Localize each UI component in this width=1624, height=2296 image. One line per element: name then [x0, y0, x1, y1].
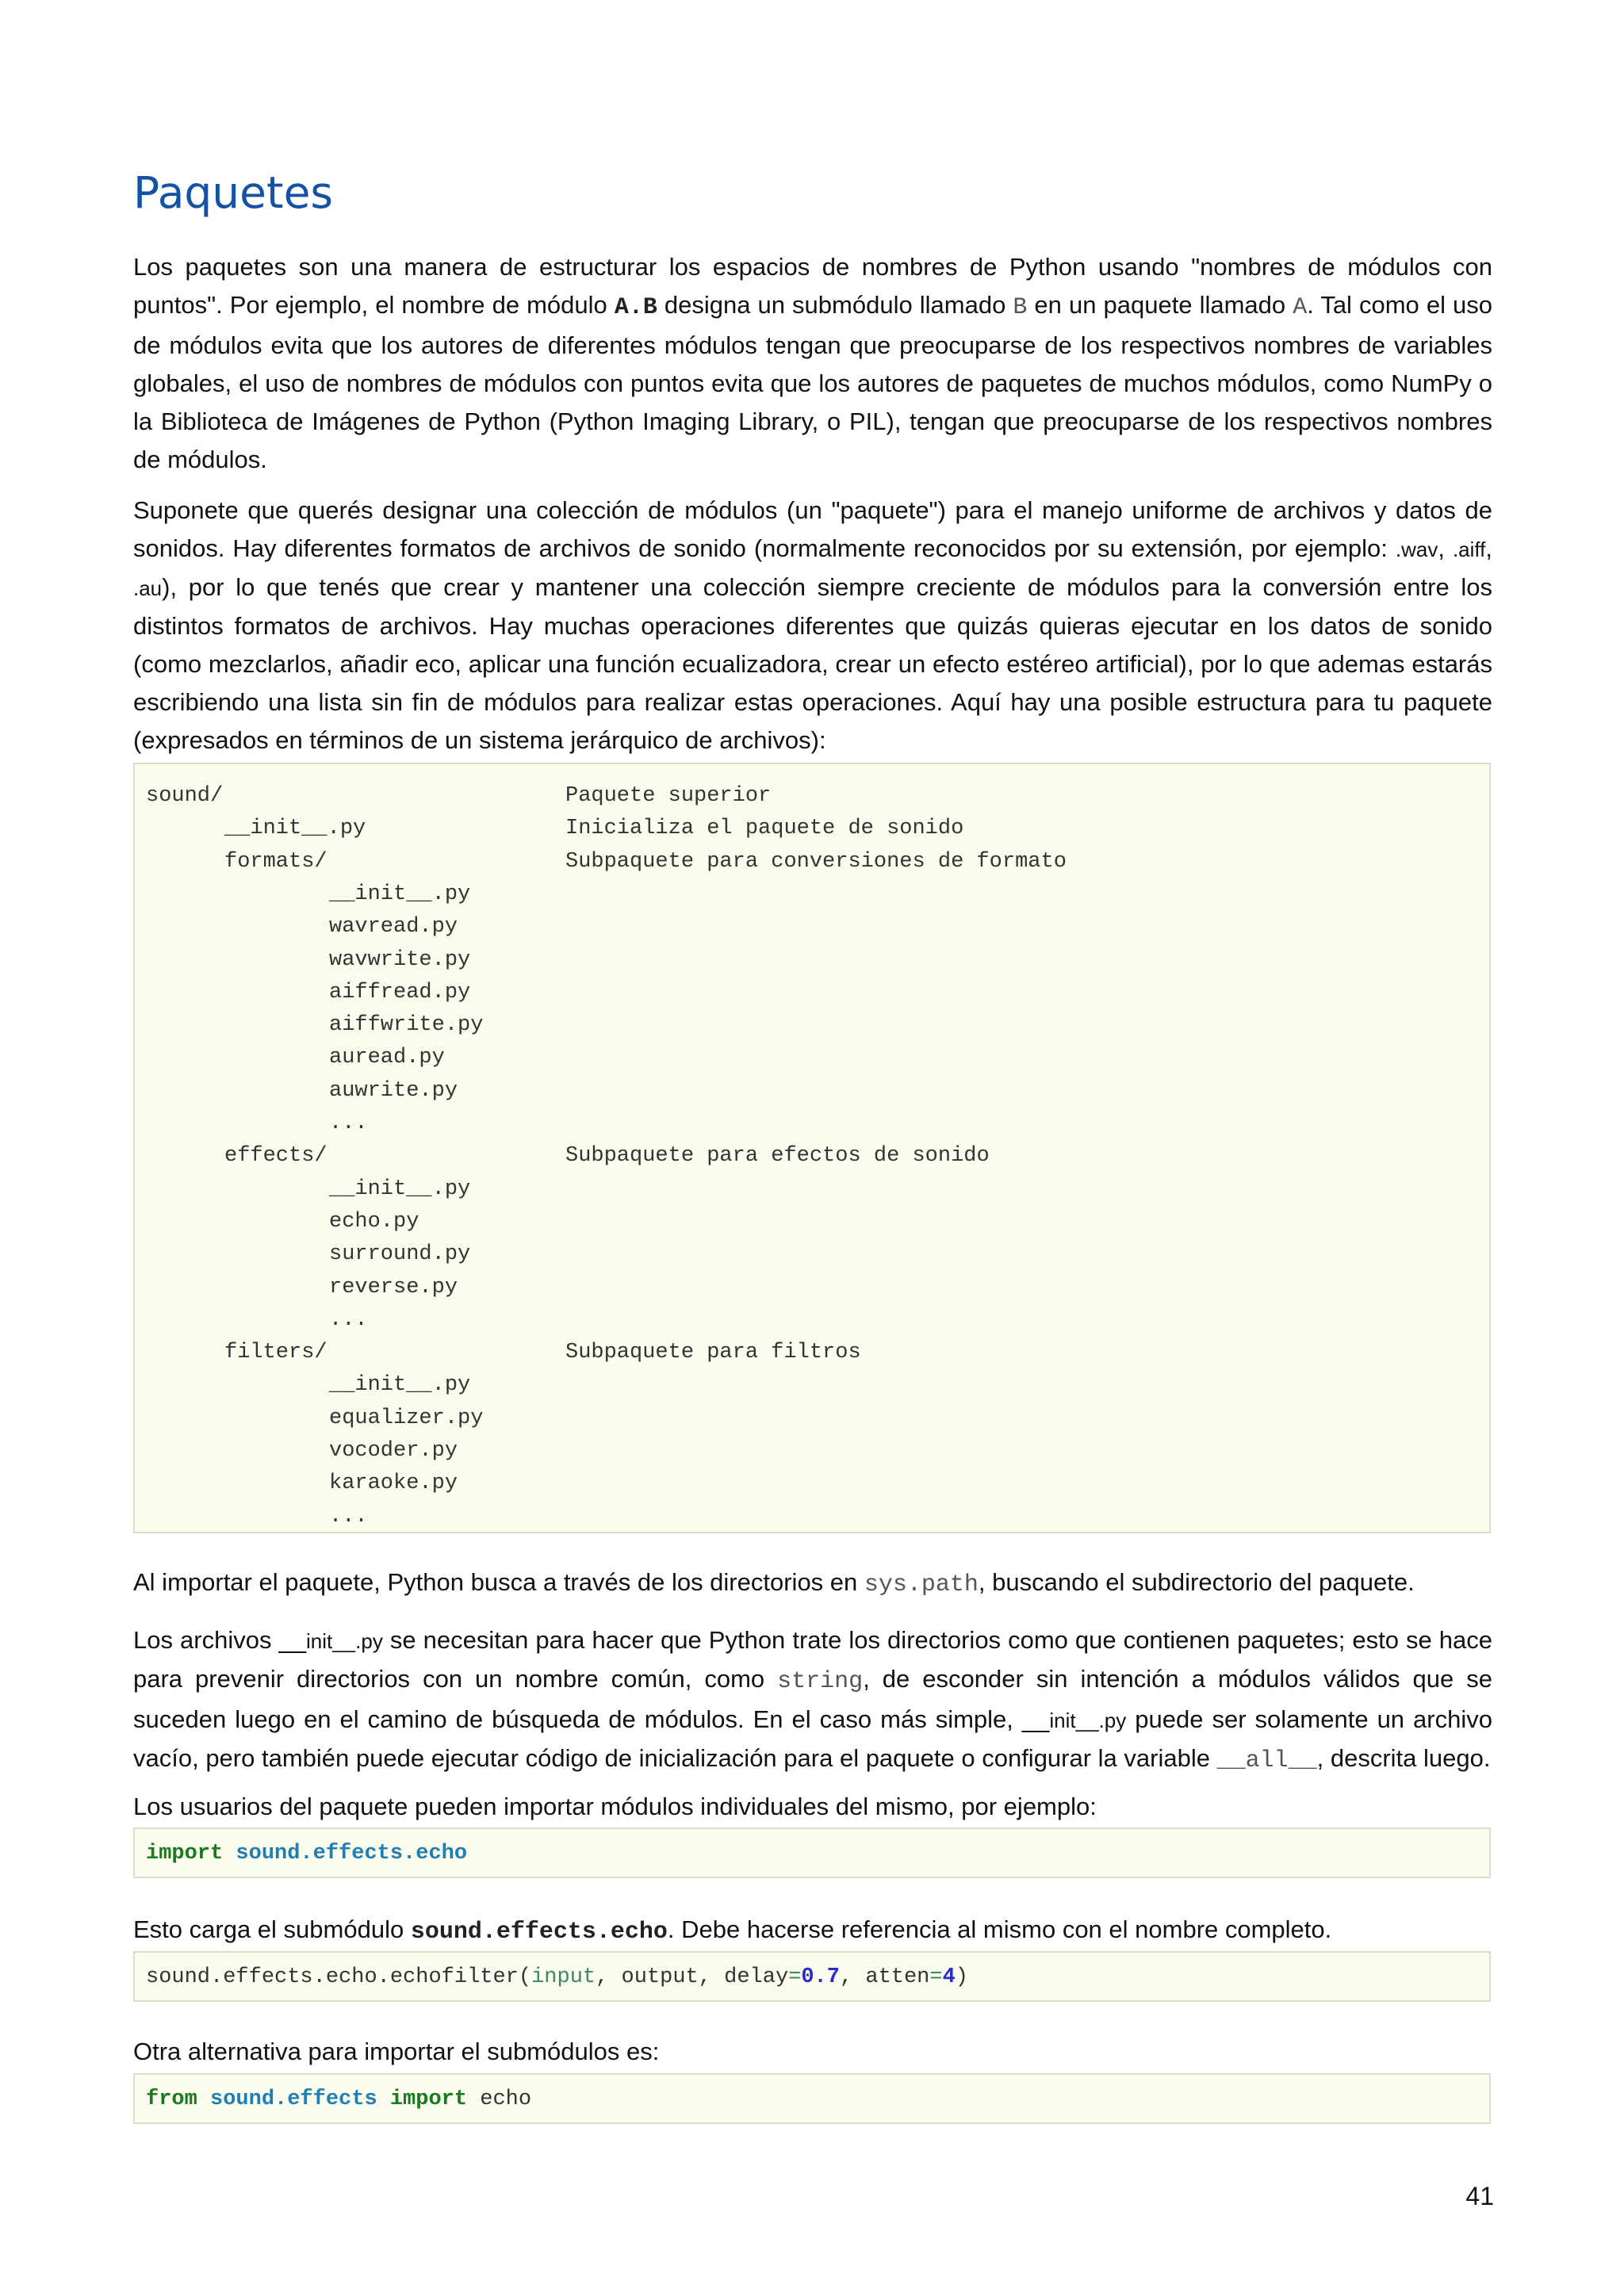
code-block-import: [133, 1827, 1491, 1878]
tree-entry-name: equalizer.py: [329, 1406, 484, 1430]
tree-entry-name: __init__.py: [329, 882, 471, 906]
text: . Tal como el uso de módulos evita que los autores de diferentes módulos tengan que preocuparse de los respectivos nombres de variables globales, el uso de nombres de módulos con puntos evita que los autores de paquetes de muchos módulos, como NumPy o la Biblioteca de Imágenes de Python (Python Imaging Library, o PIL), tengan que preocuparse de los respectivos nombres de módulos.: [133, 291, 1492, 473]
paragraph-init-files: [133, 1621, 1492, 1780]
tree-entry-name: __init__.py: [329, 1177, 471, 1201]
tree-entry-name: reverse.py: [329, 1275, 458, 1299]
tree-entry-name: ...: [329, 1307, 368, 1332]
tree-entry-description: Subpaquete para filtros: [565, 1341, 861, 1365]
file-extension: .aiff: [1452, 538, 1486, 561]
tree-entry-description: Inicializa el paquete de sonido: [565, 817, 964, 841]
keyword: import: [146, 1842, 224, 1866]
tree-entry-name: wavread.py: [329, 915, 458, 939]
inline-code: sys.path: [864, 1571, 979, 1598]
text: en un paquete llamado: [1027, 291, 1293, 319]
keyword: import: [389, 2087, 468, 2111]
tree-entry-name: sound/: [146, 784, 224, 808]
number-literal: 4: [942, 1965, 956, 1989]
package-structure-code-block: [133, 763, 1491, 1533]
code-text: echo: [480, 2087, 532, 2111]
text: puede ser solamente un archivo vacío, pero también puede ejecutar código de inicialización para el paquete o configurar la variable: [133, 1705, 1492, 1772]
text: ,: [1438, 534, 1453, 562]
tree-entry-description: Paquete superior: [565, 784, 772, 808]
text: __.py: [1075, 1709, 1127, 1732]
paragraph-intro: [133, 248, 1492, 479]
tree-entry-name: filters/: [224, 1341, 327, 1365]
tree-entry-name: formats/: [224, 849, 327, 874]
page-title: Paquetes: [133, 167, 334, 218]
text: __.py: [332, 1629, 383, 1653]
paragraph-sys-path: [133, 1563, 1492, 1604]
inline-code: A: [1293, 294, 1308, 321]
inline-code: __all__: [1216, 1747, 1317, 1774]
tree-entry-description: Subpaquete para conversiones de formato: [565, 849, 1067, 874]
tree-entry-name: vocoder.py: [329, 1439, 458, 1463]
tree-entry-name: wavwrite.py: [329, 947, 471, 972]
code-block-from-import: [133, 2073, 1491, 2124]
inline-code: B: [1013, 294, 1028, 321]
tree-entry-name: aiffwrite.py: [329, 1013, 484, 1038]
tree-entry-name: surround.py: [329, 1242, 471, 1267]
file-extension: .wav: [1395, 538, 1438, 561]
paragraph-alternative: Otra alternativa para importar el submódulos es:: [133, 2038, 660, 2065]
inline-code: string: [777, 1668, 864, 1695]
tree-entry-name: __init__.py: [224, 817, 366, 841]
paragraph-import-individual: Los usuarios del paquete pueden importar módulos individuales del mismo, por ejemplo:: [133, 1793, 1097, 1820]
tree-entry-name: karaoke.py: [329, 1471, 458, 1496]
code-line: [146, 2075, 531, 2124]
text: . Debe hacerse referencia al mismo con el nombre completo.: [667, 1915, 1332, 1943]
tree-entry-name: auwrite.py: [329, 1078, 458, 1103]
text: ), por lo que tenés que crear y mantener una colección siempre creciente de módulos para la conversión entre los distintos formatos de archivos. Hay muchas operaciones diferentes que quizás quieras ejecutar en los datos de sonido (como mezclarlos, añadir eco, aplicar una función ecualizadora, crear un efecto estéreo artificial), por lo que ademas estarás escribiendo una lista sin fin de módulos para realizar estas operaciones. Aquí hay una posible estructura para tu paquete (expresados en términos de un sistema jerárquico de archivos):: [133, 573, 1492, 754]
file-extension: .au: [133, 576, 163, 600]
tree-entry-name: auread.py: [329, 1046, 445, 1070]
text: init: [1049, 1709, 1076, 1732]
text: Suponete que querés designar una colección de módulos (un "paquete") para el manejo uniforme de archivos y datos de sonidos. Hay diferentes formatos de archivos de sonido (normalmente reconocidos por su extensión, por ejemplo:: [133, 496, 1492, 562]
inline-code: A.B: [614, 294, 657, 321]
tree-entry-name: effects/: [224, 1144, 327, 1169]
tree-entry-name: echo.py: [329, 1209, 419, 1234]
number-literal: 0.7: [801, 1965, 840, 1989]
code-text: sound.effects.echo.echofilter(: [146, 1965, 532, 1989]
module-name: sound.effects: [210, 2087, 377, 2111]
tree-entry-description: Subpaquete para efectos de sonido: [565, 1144, 990, 1169]
code-text: , output, delay: [596, 1965, 789, 1989]
text: Los archivos: [133, 1626, 279, 1654]
code-line: [146, 1829, 467, 1878]
text: Los paquetes son una manera de estructurar los espacios de nombres de Python usando "nombres de módulos con puntos". Por ejemplo, el nombre de módulo: [133, 253, 1492, 319]
keyword: from: [146, 2087, 197, 2111]
paragraph-sound-example: [133, 492, 1492, 760]
text: , buscando el subdirectorio del paquete.: [978, 1568, 1415, 1596]
code-text: ): [955, 1965, 968, 1989]
code-block-echofilter: [133, 1951, 1491, 2002]
text: __: [278, 1626, 306, 1654]
builtin-name: input: [531, 1965, 596, 1989]
tree-entry-name: ...: [329, 1112, 368, 1135]
text: , de esconder sin intención a módulos válidos que se suceden luego en el camino de búsqueda de módulos. En el caso más simple,: [133, 1665, 1492, 1733]
code-line: [146, 1953, 968, 2002]
inline-code: sound.effects.echo: [410, 1919, 668, 1946]
tree-entry-name: ...: [329, 1504, 368, 1529]
operator: =: [788, 1965, 802, 1989]
text: ,: [1485, 534, 1492, 562]
module-name: sound.effects.echo: [236, 1842, 468, 1866]
paragraph-loads-submodule: [133, 1911, 1492, 1951]
text: se necesitan para hacer que Python trate los directorios como que contienen paquetes; esto se hace para prevenir directorios con un nombre común, como: [133, 1626, 1492, 1693]
operator: =: [929, 1965, 943, 1989]
tree-entry-name: aiffread.py: [329, 980, 471, 1004]
text: , descrita luego.: [1316, 1744, 1491, 1772]
code-text: , atten: [839, 1965, 930, 1989]
text: designa un submódulo llamado: [657, 291, 1013, 319]
text: init: [305, 1629, 333, 1653]
text: Esto carga el submódulo: [133, 1915, 411, 1943]
text: Al importar el paquete, Python busca a través de los directorios en: [133, 1568, 864, 1596]
page-number: 41: [1465, 2182, 1494, 2210]
text: __: [1021, 1705, 1050, 1733]
tree-entry-name: __init__.py: [329, 1373, 471, 1398]
